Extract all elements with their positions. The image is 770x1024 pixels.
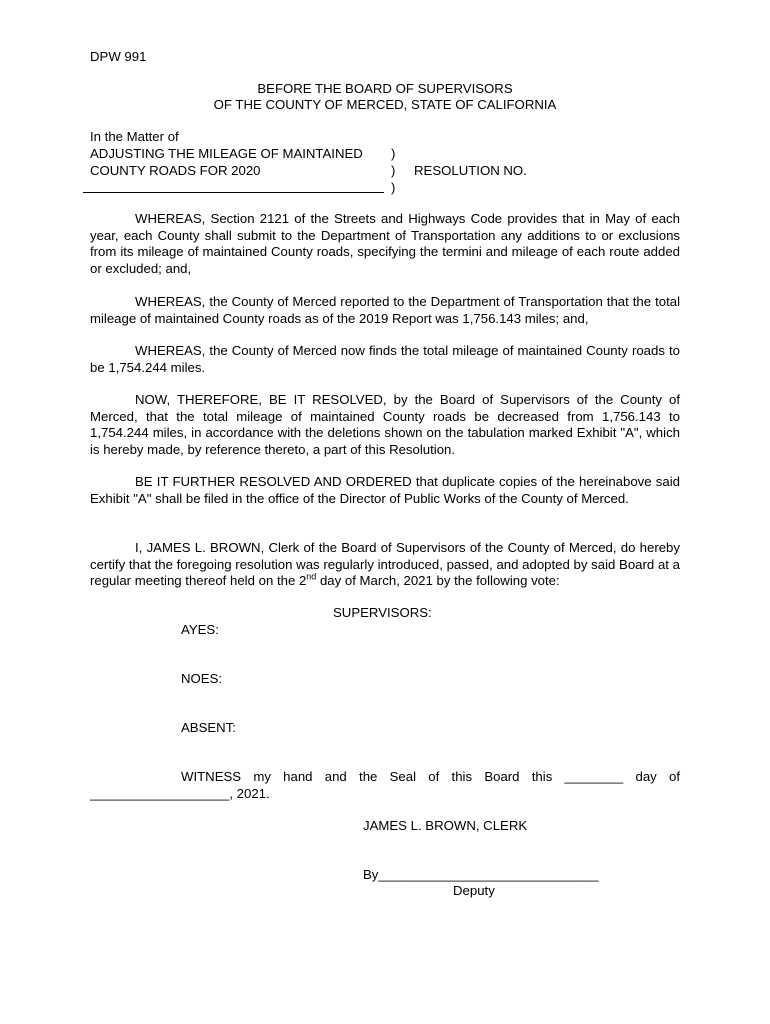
witness-word: of (669, 769, 680, 784)
noes-label: NOES: (181, 671, 223, 686)
paragraph-resolved (90, 392, 680, 458)
paragraph-certification-text-a: I, JAMES L. BROWN, Clerk of the Board of Supervisors of the County of Merced, do hereby certify that the foregoing resolution was regularly introduced, passed, and adopted by said Board at a regular meeting thereof held on the 2 (90, 540, 680, 588)
paragraph-whereas-1-text: WHEREAS, Section 2121 of the Streets and Highways Code provides that in May of each year, each County shall submit to the Department of Transportation any additions to or exclusions from its mileage of maintained County roads, specifying the termini and mileage of each route added or excluded; and, (90, 211, 680, 276)
caption-underline (83, 192, 384, 193)
paragraph-further-resolved (90, 474, 680, 507)
ayes-label: AYES: (181, 622, 219, 637)
matter-title-line-2: COUNTY ROADS FOR 2020 (90, 163, 261, 178)
paragraph-whereas-3-text: WHEREAS, the County of Merced now finds the total mileage of maintained County roads to be 1,754.244 miles. (90, 343, 680, 375)
clerk-name: JAMES L. BROWN, CLERK (363, 818, 528, 833)
paragraph-certification (90, 540, 680, 590)
paragraph-whereas-3 (90, 343, 680, 376)
witness-day-blank: ________ (564, 769, 624, 784)
paragraph-certification-text-b: day of March, 2021 by the following vote: (316, 573, 560, 588)
caption-paren-1: ) (391, 146, 396, 161)
ordinal-suffix: nd (306, 571, 317, 582)
witness-line-2: ___________________, 2021. (90, 786, 270, 801)
document-code: DPW 991 (90, 49, 147, 64)
paragraph-whereas-2 (90, 294, 680, 327)
deputy-label: Deputy (453, 883, 495, 898)
witness-word: hand (283, 769, 313, 784)
witness-word: day (635, 769, 657, 784)
paragraph-whereas-1 (90, 211, 680, 277)
witness-word: of (428, 769, 440, 784)
witness-word: Board (484, 769, 520, 784)
caption-paren-2: ) (391, 163, 396, 178)
absent-label: ABSENT: (181, 720, 236, 735)
matter-label: In the Matter of (90, 129, 179, 144)
witness-word: this (451, 769, 473, 784)
signature-by-line: By______________________________ (363, 867, 599, 882)
supervisors-label: SUPERVISORS: (333, 605, 432, 620)
heading-line-2: OF THE COUNTY OF MERCED, STATE OF CALIFORNIA (213, 97, 557, 112)
witness-word: the (359, 769, 378, 784)
paragraph-resolved-text: NOW, THEREFORE, BE IT RESOLVED, by the Board of Supervisors of the County of Merced, that the total mileage of maintained County roads be decreased from 1,756.143 to 1,754.244 miles, in accordance with the deletions shown on the tabulation marked Exhibit "A", which is hereby made, by reference thereto, a part of this Resolution. (90, 392, 680, 457)
paragraph-further-resolved-text: BE IT FURTHER RESOLVED AND ORDERED that duplicate copies of the hereinabove said Exhibit "A" shall be filed in the office of the Director of Public Works of the County of Merced. (90, 474, 680, 506)
witness-word: this (531, 769, 553, 784)
heading-line-1: BEFORE THE BOARD OF SUPERVISORS (257, 81, 513, 96)
witness-word: Seal (389, 769, 417, 784)
witness-word: and (324, 769, 347, 784)
resolution-number-label: RESOLUTION NO. (414, 163, 527, 178)
witness-word: my (253, 769, 271, 784)
matter-title-line-1: ADJUSTING THE MILEAGE OF MAINTAINED (90, 146, 363, 161)
witness-line-1 (181, 769, 680, 786)
witness-word: WITNESS (181, 769, 242, 784)
paragraph-whereas-2-text: WHEREAS, the County of Merced reported to the Department of Transportation that the total mileage of maintained County roads as of the 2019 Report was 1,756.143 miles; and, (90, 294, 680, 326)
caption-paren-3: ) (391, 180, 396, 195)
